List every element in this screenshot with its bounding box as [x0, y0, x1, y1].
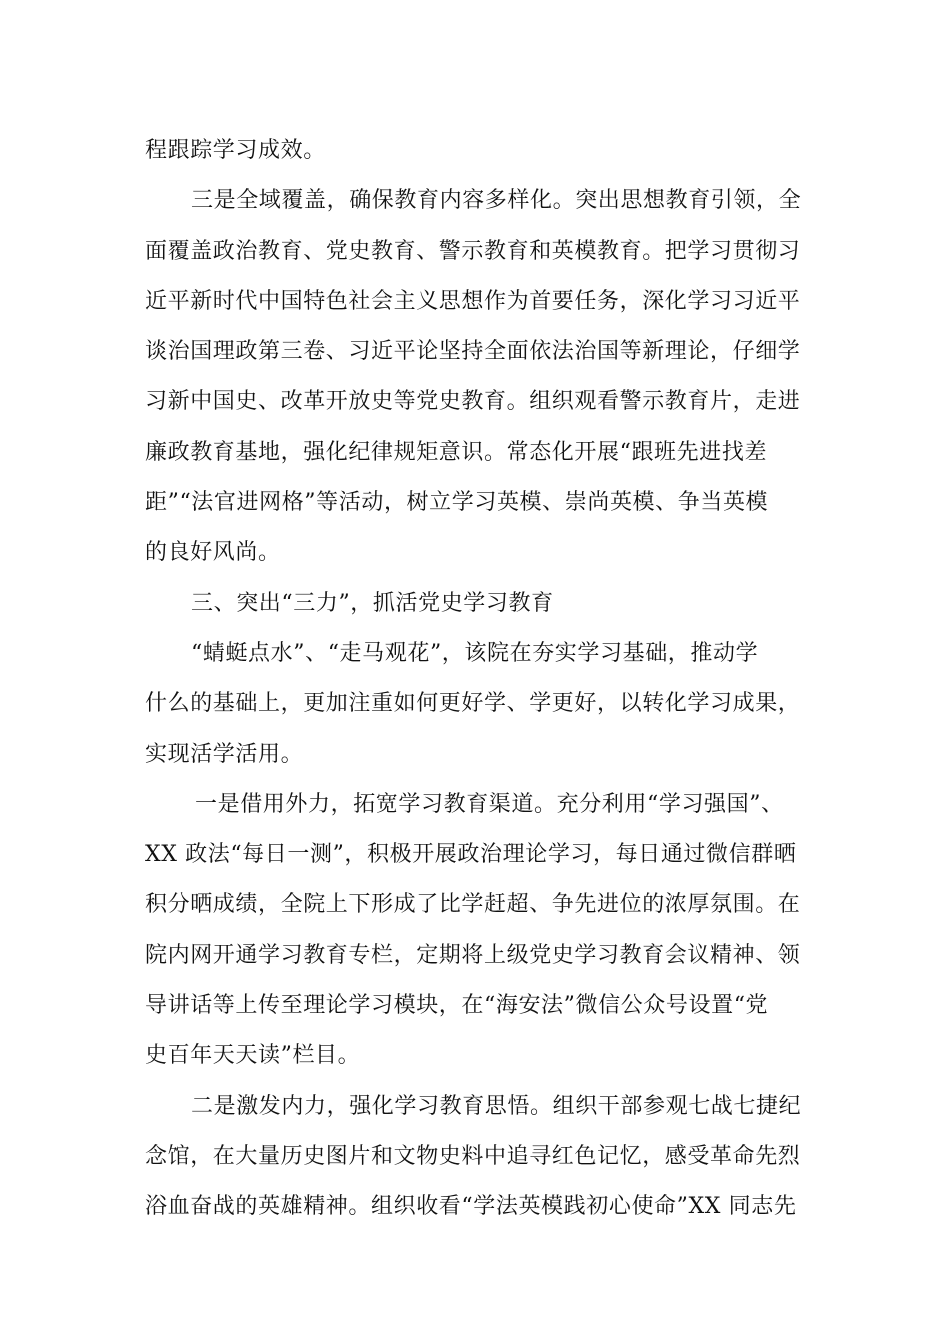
text-line: 程跟踪学习成效。	[145, 138, 326, 163]
text-line: 浴血奋战的英雄精神。组织收看“学法英模践初心使命”XX 同志先	[145, 1194, 797, 1220]
text-line: 史百年天天读”栏目。	[145, 1043, 361, 1069]
text-line: 积分晒成绩，全院上下形成了比学赶超、争先进位的浓厚氛围。在	[145, 892, 801, 918]
text-line: 什么的基础上，更加注重如何更好学、学更好，以转化学习成果，	[145, 691, 801, 717]
text-line: 距”“法官进网格”等活动，树立学习英模、崇尚英模、争当英模	[145, 490, 769, 516]
text-line: 导讲话等上传至理论学习模块，在“海安法”微信公众号设置“党	[145, 993, 769, 1019]
document-body	[145, 126, 815, 1233]
text-line: 面覆盖政治教育、党史教育、警示教育和英模教育。把学习贯彻习	[145, 238, 801, 264]
text-line: 近平新时代中国特色社会主义思想作为首要任务，深化学习习近平	[145, 288, 801, 314]
text-line: 实现活学活用。	[145, 741, 304, 767]
text-line: XX 政法“每日一测”，积极开展政治理论学习，每日通过微信群晒	[145, 842, 797, 868]
paragraph-heading-line: “蜻蜓点水”、“走马观花”，该院在夯实学习基础，推动学	[191, 640, 759, 666]
text-line: 谈治国理政第三卷、习近平论坚持全面依法治国等新理论，仔细学	[145, 339, 801, 365]
paragraph-heading-line: 一是借用外力，拓宽学习教育渠道。充分利用“学习强国”、	[195, 791, 784, 817]
text-line: 廉政教育基地，强化纪律规矩意识。常态化开展“跟班先进找差	[145, 439, 768, 465]
text-line: 的良好风尚。	[145, 540, 281, 566]
paragraph-heading-line: 三是全域覆盖，确保教育内容多样化。突出思想教育引领，全	[191, 188, 802, 214]
text-line: 习新中国史、改革开放史等党史教育。组织观看警示教育片，走进	[145, 389, 801, 415]
text-line: 院内网开通学习教育专栏，定期将上级党史学习教育会议精神、领	[145, 942, 801, 968]
text-line: 念馆，在大量历史图片和文物史料中追寻红色记忆，感受革命先烈	[145, 1143, 801, 1169]
section-heading: 三、突出“三力”，抓活党史学习教育	[191, 590, 554, 616]
paragraph-heading-line: 二是激发内力，强化学习教育思悟。组织干部参观七战七捷纪	[191, 1093, 802, 1119]
